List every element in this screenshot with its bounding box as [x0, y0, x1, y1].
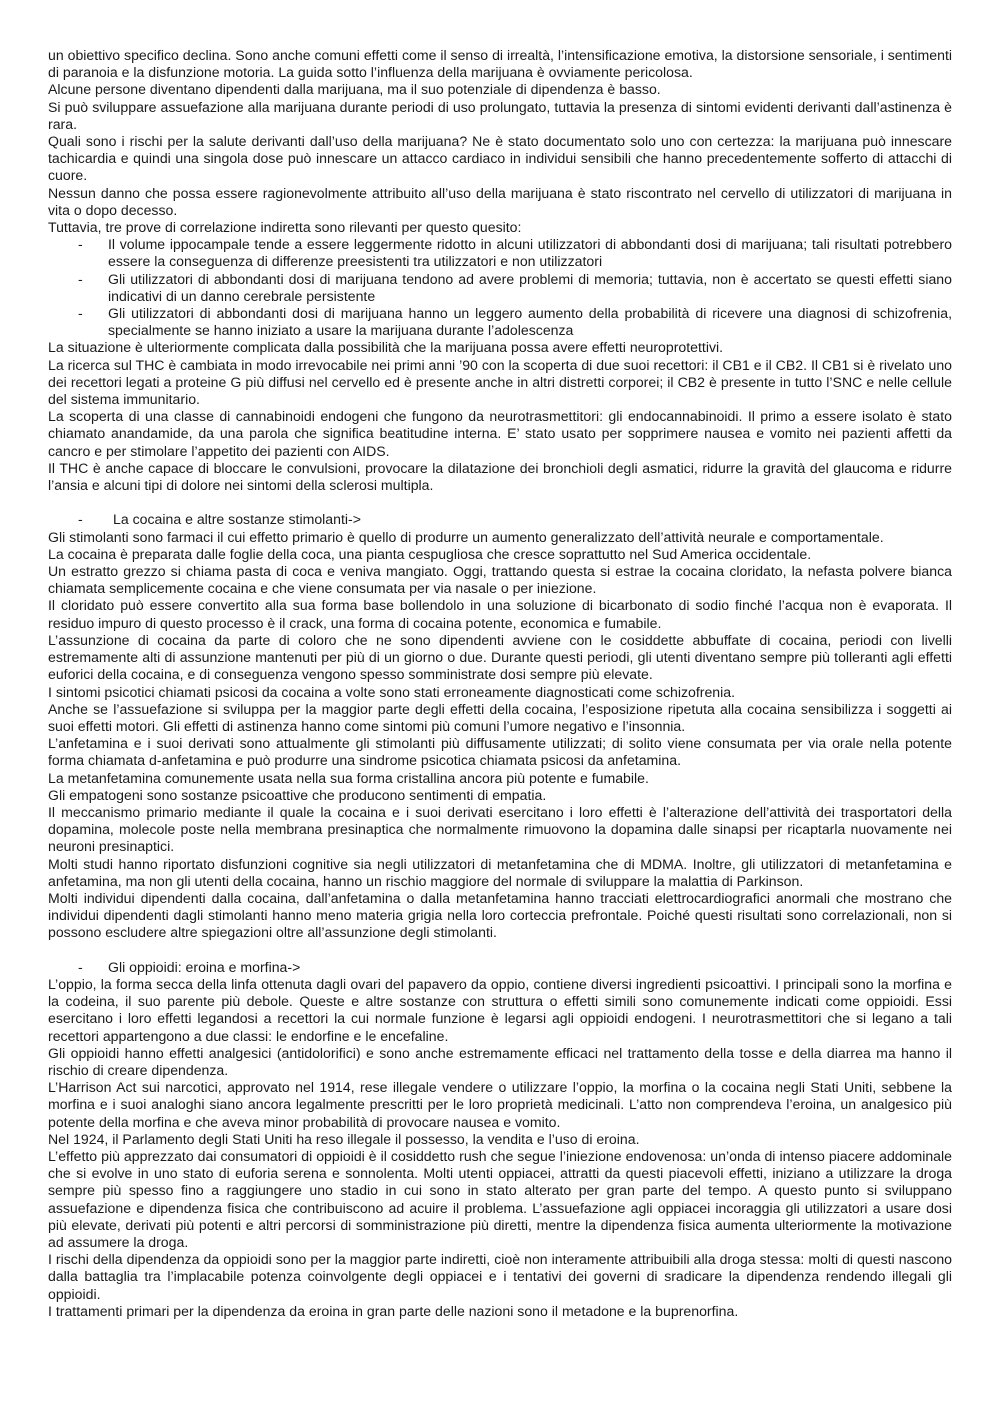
bullet-dash: -	[78, 270, 83, 287]
paragraph: I sintomi psicotici chiamati psicosi da cocaina a volte sono stati erroneamente diagnosticati come schizofrenia.	[48, 683, 736, 700]
paragraph: L’oppio, la forma secca della linfa ottenuta dagli ovari del papavero da oppio, contiene diversi ingredienti psicoattivi. I principali sono la morfina e la codeina, il suo parente più debole. Queste e altre sostanze con struttura o effetti simili sono comunemente indicati come oppioidi. Essi esercitano i loro effetti legandosi a recettori la cui normale funzione è legarsi agli oppioidi endogeni. I neurotrasmettitori che si legano a tali recettori appartengono a due classi: le endorfine e le encefaline.	[48, 975, 952, 1044]
paragraph: L’assunzione di cocaina da parte di coloro che ne sono dipendenti avviene con le cosiddette abbuffate di cocaina, periodi con livelli estremamente alti di assunzione mantenuti per più di un giorno o due. Durante questi periodi, gli utenti diventano sempre più tolleranti agli effetti euforici della cocaina, e di conseguenza vengono spesso somministrate dosi sempre più elevate.	[48, 631, 952, 683]
paragraph: L’Harrison Act sui narcotici, approvato nel 1914, rese illegale vendere o utilizzare l’oppio, la morfina o la cocaina negli Stati Uniti, sebbene la morfina e i suoi analoghi siano ancora legalmente prescritti per le loro proprietà medicinali. L’atto non comprendeva l’eroina, un analgesico più potente della morfina e che aveva minor probabilità di provocare nausea e vomito.	[48, 1079, 952, 1130]
paragraph: Gli stimolanti sono farmaci il cui effetto primario è quello di produrre un aumento generalizzato dell’attività neurale e comportamentale.	[48, 528, 884, 545]
section-marijuana	[48, 47, 952, 494]
bullet-dash: -	[78, 305, 83, 322]
paragraph: La situazione è ulteriormente complicata dalla possibilità che la marijuana possa avere effetti neuroprotettivi.	[48, 339, 724, 356]
paragraph: La cocaina è preparata dalle foglie della coca, una pianta cespugliosa che cresce soprattutto nel Sud America occidentale.	[48, 545, 812, 562]
bullet-text: Il volume ippocampale tende a essere leggermente ridotto in alcuni utilizzatori di abbondanti dosi di marijuana; tali risultati potrebbero essere la conseguenza di differenze preesistenti tra utilizzatori e non utilizzatori	[108, 236, 952, 270]
bullet-item	[48, 305, 952, 339]
section-heading	[48, 511, 952, 528]
paragraph: Nel 1924, il Parlamento degli Stati Uniti ha reso illegale il possesso, la vendita e l’uso di eroina.	[48, 1130, 640, 1147]
paragraph: L’effetto più apprezzato dai consumatori di oppioidi è il cosiddetto rush che segue l’iniezione endovenosa: un’onda di intenso piacere addominale che si evolve in uno stato di euforia serena e sonnolenta. Molti utenti oppiacei, attratti da questi piacevoli effetti, iniziano a utilizzare la droga sempre più spesso fino a raggiungere uno stadio in cui sono in stato alterato per gran parte del tempo. A questo punto si sviluppano assuefazione e dipendenza fisica che contribuiscono ad acuire il problema. L’assuefazione agli oppiacei incoraggia gli utilizzatori a usare dosi più elevate, derivati più potenti e altri percorsi di somministrazione più diretti, mentre la dipendenza fisica aumenta ulteriormente la motivazione ad assumere la droga.	[48, 1147, 952, 1250]
spacer	[48, 494, 952, 511]
paragraph: La metanfetamina comunemente usata nella sua forma cristallina ancora più potente e fumabile.	[48, 769, 649, 786]
bullet-item	[48, 271, 952, 305]
paragraph: un obiettivo specifico declina. Sono anche comuni effetti come il senso di irrealtà, l’intensificazione emotiva, la distorsione sensoriale, i sentimenti di paranoia e la disfunzione motoria. La guida sotto l’influenza della marijuana è ovviamente pericolosa.	[48, 47, 952, 81]
paragraph: Gli empatogeni sono sostanze psicoattive che producono sentimenti di empatia.	[48, 786, 547, 803]
paragraph: Quali sono i rischi per la salute derivanti dall’uso della marijuana? Ne è stato documentato solo uno con certezza: la marijuana può innescare tachicardia e quindi una singola dose può innescare un attacco cardiaco in individui sensibili che hanno precedentemente sofferto di attacchi di cuore.	[48, 133, 952, 184]
paragraph: I trattamenti primari per la dipendenza da eroina in gran parte delle nazioni sono il metadone e la buprenorfina.	[48, 1302, 739, 1319]
paragraph: La ricerca sul THC è cambiata in modo irrevocabile nei primi anni ’90 con la scoperta di due suoi recettori: il CB1 e il CB2. Il CB1 si è rivelato uno dei recettori legati a proteine G più diffusi nel cervello ed è presente anche in altri distretti corporei; il CB2 è presente in tutto l’SNC e nelle cellule del sistema immunitario.	[48, 356, 952, 408]
paragraph: Molti individui dipendenti dalla cocaina, dall’anfetamina o dalla metanfetamina hanno tracciati elettrocardiografici anormali che mostrano che individui dipendenti dagli stimolanti hanno meno materia grigia nella loro corteccia prefrontale. Poiché questi risultati sono correlazionali, non si possono escludere altre spiegazioni oltre all’assunzione degli stimolanti.	[48, 889, 952, 941]
paragraph: L’anfetamina e i suoi derivati sono attualmente gli stimolanti più diffusamente utilizzati; di solito viene consumata per via orale nella potente forma chiamata d-anfetamina e può produrre una sindrome psicotica chiamata psicosi da anfetamina.	[48, 735, 952, 769]
bullet-text: Gli utilizzatori di abbondanti dosi di marijuana tendono ad avere problemi di memoria; tuttavia, non è accertato se questi effetti siano indicativi di un danno cerebrale persistente	[108, 270, 952, 304]
bullet-list	[48, 236, 952, 339]
paragraph: La scoperta di una classe di cannabinoidi endogeni che fungono da neurotrasmettitori: gli endocannabinoidi. Il primo a essere isolato è stato chiamato anandamide, da una parola che significa beatitudine interna. E’ stato usato per sopprimere nausea e vomito nei pazienti affetti da cancro e per stimolare l’appetito dei pazienti con AIDS.	[48, 408, 952, 459]
paragraph: Il meccanismo primario mediante il quale la cocaina e i suoi derivati esercitano i loro effetti è l’alterazione dell’attività dei trasportatori della dopamina, molecole poste nella membrana presinaptica che normalmente rimuovono la dopamina dalle sinapsi per ricaptarla nuovamente nei neuroni presinaptici.	[48, 803, 952, 855]
paragraph-group	[48, 976, 952, 1320]
paragraph: Nessun danno che possa essere ragionevolmente attribuito all’uso della marijuana è stato riscontrato nel cervello di utilizzatori di marijuana in vita o dopo decesso.	[48, 184, 952, 218]
bullet-dash: -	[78, 236, 83, 253]
bullet-text: Gli utilizzatori di abbondanti dosi di marijuana hanno un leggero aumento della probabilità di ricevere una diagnosi di schizofrenia, specialmente se hanno iniziato a usare la marijuana durante l’adolescenza	[108, 305, 952, 339]
paragraph: Il THC è anche capace di bloccare le convulsioni, provocare la dilatazione dei bronchioli degli asmatici, ridurre la gravità del glaucoma e ridurre l’ansia e alcuni tipi di dolore nei sintomi della sclerosi multipla.	[48, 459, 952, 494]
section-heading	[48, 959, 952, 976]
paragraph-group	[48, 529, 952, 942]
heading-text: La cocaina e altre sostanze stimolanti->	[113, 511, 361, 528]
paragraph: Si può sviluppare assuefazione alla marijuana durante periodi di uso prolungato, tuttavia la presenza di sintomi evidenti derivanti dall’astinenza è rara.	[48, 98, 952, 132]
paragraph: Anche se l’assuefazione si sviluppa per la maggior parte degli effetti della cocaina, l’esposizione ripetuta alla cocaina sensibilizza i soggetti ai suoi effetti motori. Gli effetti di astinenza hanno come sintomi più comuni l’umore negativo e l’insonnia.	[48, 700, 952, 734]
section-cocaine	[48, 511, 952, 941]
paragraph: Alcune persone diventano dipendenti dalla marijuana, ma il suo potenziale di dipendenza è basso.	[48, 81, 661, 98]
bullet-item	[48, 236, 952, 270]
heading-dash: -	[78, 958, 83, 975]
section-opioids	[48, 959, 952, 1320]
paragraph: I rischi della dipendenza da oppioidi sono per la maggior parte indiretti, cioè non interamente attribuibili alla droga stessa: molti di questi nascono dalla battaglia tra l’implacabile potenza coinvolgente degli oppiacei e i tentativi dei governi di sradicare la dipendenza rendendo illegali gli oppioidi.	[48, 1251, 952, 1302]
heading-text: Gli oppioidi: eroina e morfina->	[108, 958, 301, 975]
paragraph: Il cloridato può essere convertito alla sua forma base bollendolo in una soluzione di bicarbonato di sodio finché l’acqua non è evaporata. Il residuo impuro di questo processo è il crack, una forma di cocaina potente, economica e fumabile.	[48, 597, 952, 631]
paragraph: Molti studi hanno riportato disfunzioni cognitive sia negli utilizzatori di metanfetamina che di MDMA. Inoltre, gli utilizzatori di metanfetamina e anfetamina, ma non gli utenti della cocaina, hanno un rischio maggiore del normale di sviluppare la malattia di Parkinson.	[48, 855, 952, 889]
paragraph: Gli oppioidi hanno effetti analgesici (antidolorifici) e sono anche estremamente efficaci nel trattamento della tosse e della diarrea ma hanno il rischio di creare dipendenza.	[48, 1044, 952, 1078]
paragraph: Tuttavia, tre prove di correlazione indiretta sono rilevanti per questo quesito:	[48, 219, 522, 236]
heading-dash: -	[78, 511, 83, 528]
spacer	[48, 942, 952, 959]
paragraph: Un estratto grezzo si chiama pasta di coca e veniva mangiato. Oggi, trattando questa si estrae la cocaina cloridato, la nefasta polvere bianca chiamata semplicemente cocaina e che viene consumata per via nasale o per iniezione.	[48, 563, 952, 597]
